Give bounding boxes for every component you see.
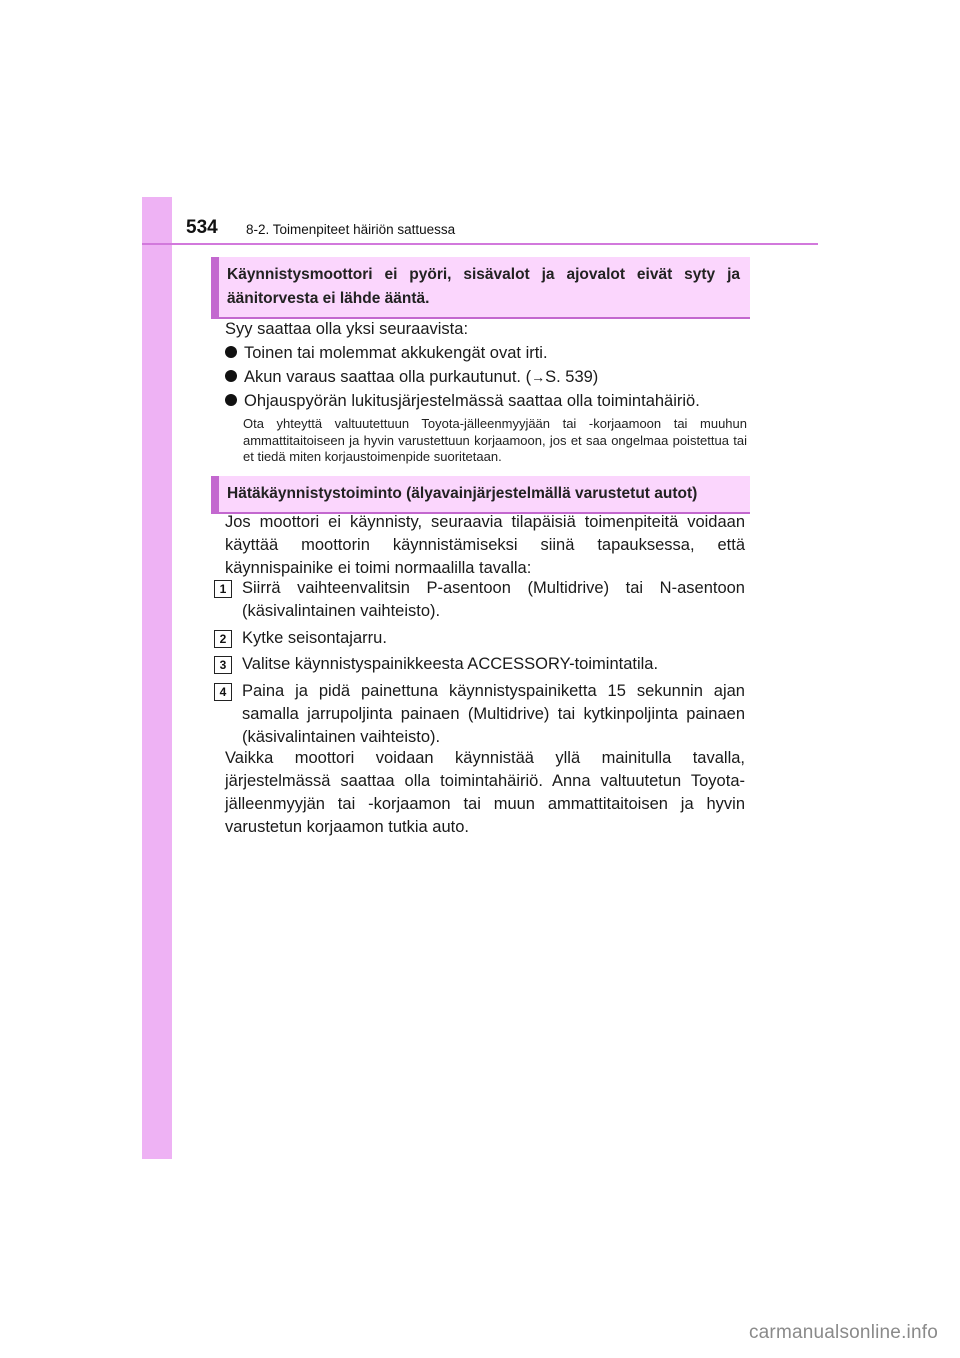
page-number: 534 <box>186 217 218 238</box>
section2-closing: Vaikka moottori voidaan käynnistää yllä mainitulla tavalla, järjestelmässä saattaa olla toimintahäiriö. Anna valtuutetun Toyota-jälleenmyyjän tai -korjaamon tai muun ammattitaitoisen ja hyvin varustetun korjaamon tutkia auto. <box>225 749 745 836</box>
bullet-icon <box>225 346 237 358</box>
step-text-2: Kytke seisontajarru. <box>242 629 387 647</box>
list-item-text: Akun varaus saattaa olla purkautunut. ( <box>244 368 532 386</box>
breadcrumb: 8-2. Toimenpiteet häiriön sattuessa <box>246 222 456 237</box>
page-reference-link[interactable]: S. 539) <box>545 368 599 386</box>
section1-intro: Syy saattaa olla yksi seuraavista: <box>225 320 469 338</box>
step-text-4: Paina ja pidä painettuna käynnistyspainiketta 15 sekunnin ajan samalla jarrupoljinta painaen (Multidrive) tai kytkinpoljinta painaen (käsivalintainen vaihteisto). <box>242 682 745 746</box>
list-item-text: Toinen tai molemmat akkukengät ovat irti. <box>244 344 548 362</box>
section1-note: Ota yhteyttä valtuutettuun Toyota-jälleenmyyjään tai -korjaamoon tai muuhun ammattitaitoiseen ja hyvin varustettuun korjaamoon, jos et saa ongelmaa poistettua tai et tiedä miten korjaustoimenpide suoritetaan. <box>243 416 747 464</box>
section-heading-emergency-start-text: Hätäkäynnistystoiminto (älyavainjärjestelmällä varustetut autot) <box>227 485 698 502</box>
section-heading-emergency-start <box>211 476 750 514</box>
step-number-1: 1 <box>214 580 232 598</box>
list-item <box>225 342 548 365</box>
section2-intro: Jos moottori ei käynnisty, seuraavia tilapäisiä toimenpiteitä voidaan käyttää moottorin käynnistämiseksi siinä tapauksessa, että käynnispainike ei toimi normaalilla tavalla: <box>225 513 745 577</box>
step-number-3: 3 <box>214 656 232 674</box>
list-item <box>225 366 598 389</box>
step-text-3: Valitse käynnistyspainikkeesta ACCESSORY-toimintatila. <box>242 655 659 673</box>
arrow-right-icon: → <box>531 369 546 385</box>
step-text-1: Siirrä vaihteenvalitsin P-asentoon (Multidrive) tai N-asentoon (käsivalintainen vaihteisto). <box>242 579 745 620</box>
side-color-strip <box>142 197 172 1159</box>
list-item <box>225 390 700 413</box>
section-heading-starter <box>211 257 750 319</box>
bullet-icon <box>225 394 237 406</box>
list-item-text: Ohjauspyörän lukitusjärjestelmässä saattaa olla toimintahäiriö. <box>244 392 700 410</box>
bullet-icon <box>225 370 237 382</box>
watermark-text: carmanualsonline.info <box>748 1322 938 1343</box>
header-rule <box>142 243 818 245</box>
section-heading-starter-text: Käynnistysmoottori ei pyöri, sisävalot ja ajovalot eivät syty ja äänitorvesta ei lähde ääntä. <box>227 266 740 307</box>
step-number-4: 4 <box>214 683 232 701</box>
step-number-2: 2 <box>214 630 232 648</box>
